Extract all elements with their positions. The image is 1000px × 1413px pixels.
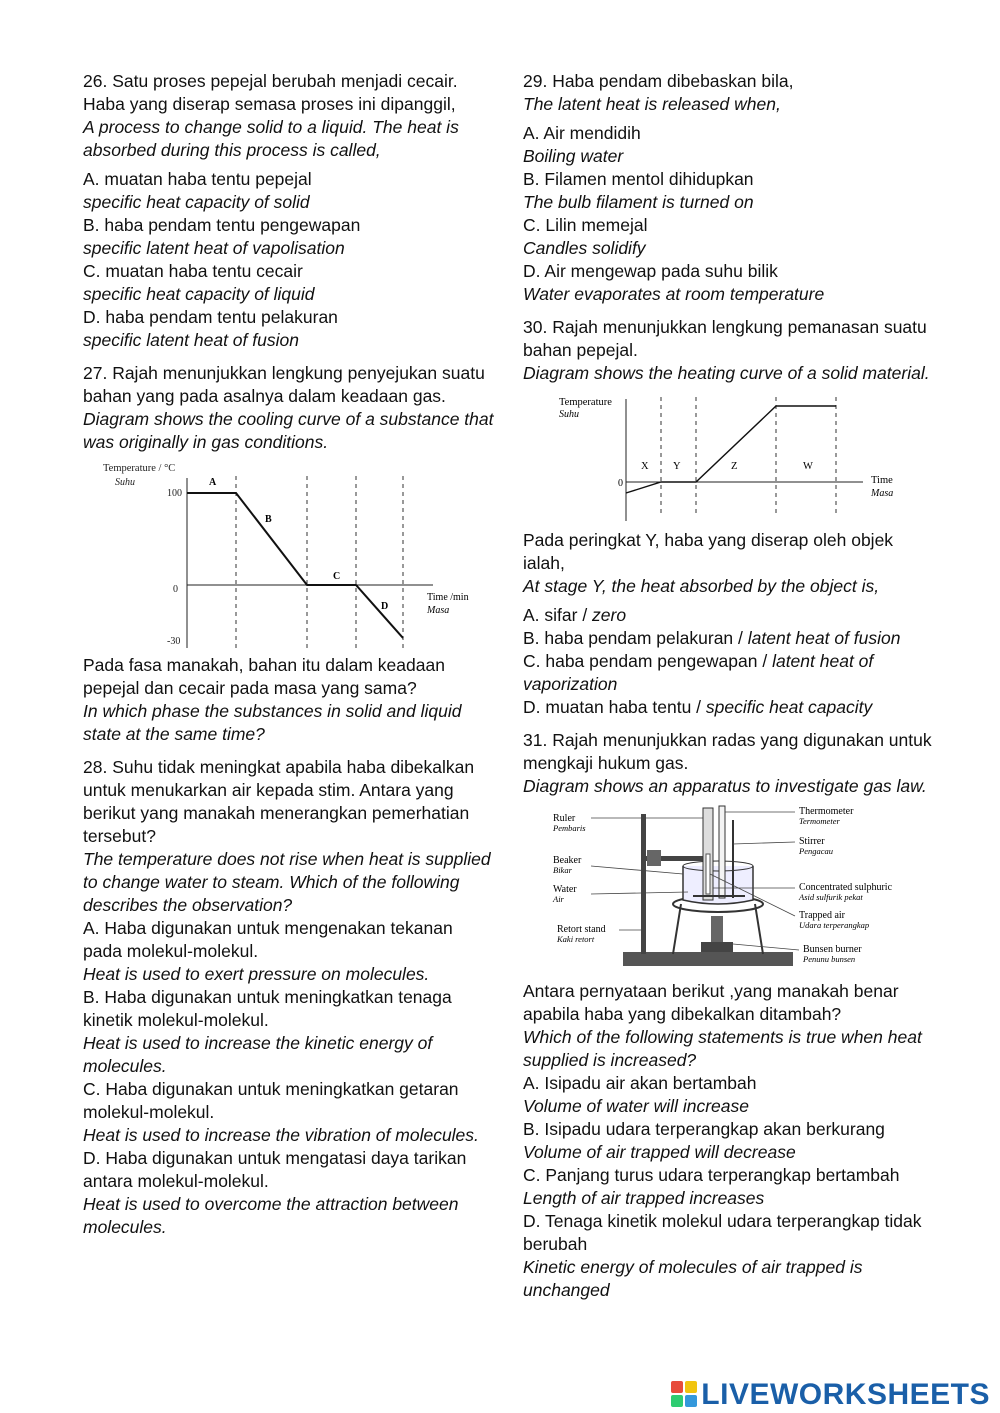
- q30-option-a-en: zero: [592, 605, 627, 625]
- q30-option-d[interactable]: [523, 696, 935, 719]
- q28-option-d[interactable]: D. Haba digunakan untuk mengatasi daya tarikan antara molekul-molekul.: [83, 1148, 467, 1191]
- leader-water: [591, 892, 688, 894]
- q29-option-b-en: The bulb filament is turned on: [523, 192, 754, 212]
- question-30: [523, 316, 935, 719]
- q30-option-b-ms: B. haba pendam pelakuran /: [523, 628, 748, 648]
- q28-option-a-en: Heat is used to exert pressure on molecules.: [83, 964, 430, 984]
- q29-option-d-en: Water evaporates at room temperature: [523, 284, 825, 304]
- leader-stirrer: [733, 842, 795, 844]
- q30-question-ms: Pada peringkat Y, haba yang diserap oleh objek ialah,: [523, 530, 894, 573]
- q30-ylabel-ms: Suhu: [559, 409, 579, 420]
- q30-option-c[interactable]: [523, 650, 935, 696]
- q27-question-en: In which phase the substances in solid and liquid state at the same time?: [83, 701, 462, 744]
- q27-segment-d: D: [381, 601, 389, 612]
- q27-ylabel: Temperature / °C: [103, 463, 176, 474]
- right-column: [523, 70, 935, 1302]
- q30-segment-w: W: [803, 461, 813, 472]
- q28-option-c-en: Heat is used to increase the vibration of molecules.: [83, 1125, 479, 1145]
- q26-option-b-en: specific latent heat of vapolisation: [83, 238, 345, 258]
- q31-option-c-en: Length of air trapped increases: [523, 1188, 765, 1208]
- q28-option-d-en: Heat is used to overcome the attraction between molecules.: [83, 1194, 459, 1237]
- label-bunsen-ms: Penunu bunsen: [803, 954, 856, 964]
- q28-option-c[interactable]: C. Haba digunakan untuk meningkatkan getaran molekul-molekul.: [83, 1079, 459, 1122]
- q27-stem-ms: 27. Rajah menunjukkan lengkung penyejukan suatu bahan yang pada asalnya dalam keadaan gas.: [83, 363, 485, 406]
- thermometer: [719, 806, 725, 898]
- q27-ytick-neg30: -30: [167, 636, 181, 647]
- q27-xlabel-ms: Masa: [427, 605, 450, 616]
- q28-option-b[interactable]: B. Haba digunakan untuk meningkatkan tenaga kinetik molekul-molekul.: [83, 987, 452, 1030]
- question-29: [523, 70, 935, 306]
- q31-option-b[interactable]: B. Isipadu udara terperangkap akan berkurang: [523, 1119, 885, 1139]
- trapped-air-column: [706, 854, 710, 894]
- label-ruler: Ruler: [553, 813, 576, 824]
- q27-segment-b: B: [265, 514, 272, 525]
- q30-stem-ms: 30. Rajah menunjukkan lengkung pemanasan suatu bahan pepejal.: [523, 317, 927, 360]
- q30-xlabel: Time: [871, 475, 893, 486]
- q28-stem-ms: 28. Suhu tidak meningkat apabila haba dibekalkan untuk menukarkan air kepada stim. Antara yang berikut yang manakah menerangkan pemerhatian tersebut?: [83, 757, 475, 846]
- q26-option-d[interactable]: D. haba pendam tentu pelakuran: [83, 307, 338, 327]
- question-26: [83, 70, 495, 352]
- question-27: [83, 362, 495, 746]
- leader-beaker: [591, 866, 683, 874]
- q31-option-c[interactable]: C. Panjang turus udara terperangkap bertambah: [523, 1165, 900, 1185]
- q26-option-c[interactable]: C. muatan haba tentu cecair: [83, 261, 303, 281]
- q30-option-a[interactable]: [523, 604, 935, 627]
- question-28: [83, 756, 495, 1239]
- question-31: [523, 729, 935, 1302]
- leader-bunsen: [733, 944, 799, 950]
- liveworksheets-brand: LIVEWORKSHEETS: [701, 1377, 990, 1411]
- q26-option-b[interactable]: B. haba pendam tentu pengewapan: [83, 215, 361, 235]
- label-trapped-air: Trapped air: [799, 910, 846, 921]
- q29-option-b[interactable]: B. Filamen mentol dihidupkan: [523, 169, 754, 189]
- gas-law-apparatus-diagram: [523, 804, 935, 974]
- label-water: Water: [553, 884, 577, 895]
- beaker: [683, 866, 753, 904]
- q28-option-b-en: Heat is used to increase the kinetic energy of molecules.: [83, 1033, 433, 1076]
- bunsen-burner: [711, 916, 723, 944]
- label-sulphuric: Concentrated sulphuric: [799, 882, 893, 893]
- label-trapped-air-ms: Udara terperangkap: [799, 920, 870, 930]
- label-water-ms: Air: [553, 894, 564, 904]
- q26-stem-en: A process to change solid to a liquid. The heat is absorbed during this process is called,: [83, 117, 459, 160]
- q29-option-c-en: Candles solidify: [523, 238, 646, 258]
- q30-heating-curve: [626, 406, 836, 493]
- q30-question-en: At stage Y, the heat absorbed by the object is,: [523, 576, 880, 596]
- q29-stem-ms: 29. Haba pendam dibebaskan bila,: [523, 71, 794, 91]
- label-sulphuric-ms: Asid sulfurik pekat: [799, 892, 863, 902]
- q30-segment-x: X: [641, 461, 649, 472]
- label-stirrer-ms: Pengacau: [799, 846, 833, 856]
- q31-stem-ms: 31. Rajah menunjukkan radas yang digunakan untuk mengkaji hukum gas.: [523, 730, 932, 773]
- retort-stand-rod: [641, 814, 646, 954]
- q31-option-b-en: Volume of air trapped will decrease: [523, 1142, 796, 1162]
- q29-option-a-en: Boiling water: [523, 146, 624, 166]
- q30-option-d-en: specific heat capacity: [705, 697, 873, 717]
- q26-stem-ms: 26. Satu proses pepejal berubah menjadi cecair. Haba yang diserap semasa proses ini dipanggil,: [83, 71, 458, 114]
- q30-segment-z: Z: [731, 461, 738, 472]
- liveworksheets-icon: [671, 1381, 697, 1407]
- label-bunsen: Bunsen burner: [803, 944, 862, 955]
- q31-option-a[interactable]: A. Isipadu air akan bertambah: [523, 1073, 757, 1093]
- q27-ytick-100: 100: [167, 488, 182, 499]
- q27-question-ms: Pada fasa manakah, bahan itu dalam keadaan pepejal dan cecair pada masa yang sama?: [83, 655, 445, 698]
- q27-cooling-curve: [187, 493, 403, 638]
- label-thermometer-ms: Termometer: [799, 816, 840, 826]
- heating-curve-diagram: [523, 393, 935, 523]
- q30-option-b[interactable]: [523, 627, 935, 650]
- q27-segment-a: A: [209, 477, 217, 488]
- tripod-leg-left: [673, 904, 681, 954]
- q28-stem-en: The temperature does not rise when heat is supplied to change water to steam. Which of the following describes the observation?: [83, 849, 491, 915]
- clamp-head: [647, 850, 661, 866]
- q31-question-en: Which of the following statements is true when heat supplied is increased?: [523, 1027, 922, 1070]
- bunsen-burner-base: [701, 942, 733, 952]
- q30-option-b-en: latent heat of fusion: [747, 628, 901, 648]
- q26-option-a-en: specific heat capacity of solid: [83, 192, 310, 212]
- q30-option-c-ms: C. haba pendam pengewapan /: [523, 651, 773, 671]
- stand-base: [623, 952, 793, 966]
- q30-stem-en: Diagram shows the heating curve of a solid material.: [523, 363, 930, 383]
- q29-option-d[interactable]: D. Air mengewap pada suhu bilik: [523, 261, 778, 281]
- q27-segment-c: C: [333, 571, 341, 582]
- q27-ytick-0: 0: [173, 584, 178, 595]
- q30-ylabel: Temperature: [559, 397, 612, 408]
- q30-origin: 0: [618, 478, 623, 489]
- q31-question-ms: Antara pernyataan berikut ,yang manakah benar apabila haba yang dibekalkan ditambah?: [523, 981, 899, 1024]
- label-stirrer: Stirrer: [799, 836, 825, 847]
- label-retort-stand-ms: Kaki retort: [557, 934, 595, 944]
- q26-option-c-en: specific heat capacity of liquid: [83, 284, 315, 304]
- q30-option-c-en: latent heat of vaporization: [523, 651, 874, 694]
- q29-option-c[interactable]: C. Lilin memejal: [523, 215, 648, 235]
- q30-option-a-ms: A. sifar /: [523, 605, 593, 625]
- left-column: [83, 70, 495, 1239]
- q30-xlabel-ms: Masa: [871, 488, 894, 499]
- q30-segment-y: Y: [673, 461, 681, 472]
- q29-option-a[interactable]: A. Air mendidih: [523, 123, 641, 143]
- label-retort-stand: Retort stand: [557, 924, 606, 935]
- q30-option-d-ms: D. muatan haba tentu /: [523, 697, 706, 717]
- label-beaker: Beaker: [553, 855, 582, 866]
- q31-option-d-en: Kinetic energy of molecules of air trapped is unchanged: [523, 1257, 863, 1300]
- q26-option-d-en: specific latent heat of fusion: [83, 330, 299, 350]
- q31-stem-en: Diagram shows an apparatus to investigate gas law.: [523, 776, 927, 796]
- label-thermometer: Thermometer: [799, 806, 854, 817]
- q28-option-a[interactable]: A. Haba digunakan untuk mengenakan tekanan pada molekul-molekul.: [83, 918, 453, 961]
- q31-option-d[interactable]: D. Tenaga kinetik molekul udara terperangkap tidak berubah: [523, 1211, 922, 1254]
- q29-stem-en: The latent heat is released when,: [523, 94, 781, 114]
- label-beaker-ms: Bikar: [553, 865, 572, 875]
- cooling-curve-diagram: [83, 458, 495, 654]
- label-ruler-ms: Pembaris: [553, 823, 586, 833]
- liveworksheets-logo[interactable]: [671, 1377, 990, 1411]
- q27-ylabel-ms: Suhu: [115, 477, 135, 488]
- q27-xlabel: Time /min: [427, 592, 469, 603]
- q27-stem-en: Diagram shows the cooling curve of a substance that was originally in gas conditions.: [83, 409, 494, 452]
- q26-option-a[interactable]: A. muatan haba tentu pepejal: [83, 169, 312, 189]
- q31-option-a-en: Volume of water will increase: [523, 1096, 749, 1116]
